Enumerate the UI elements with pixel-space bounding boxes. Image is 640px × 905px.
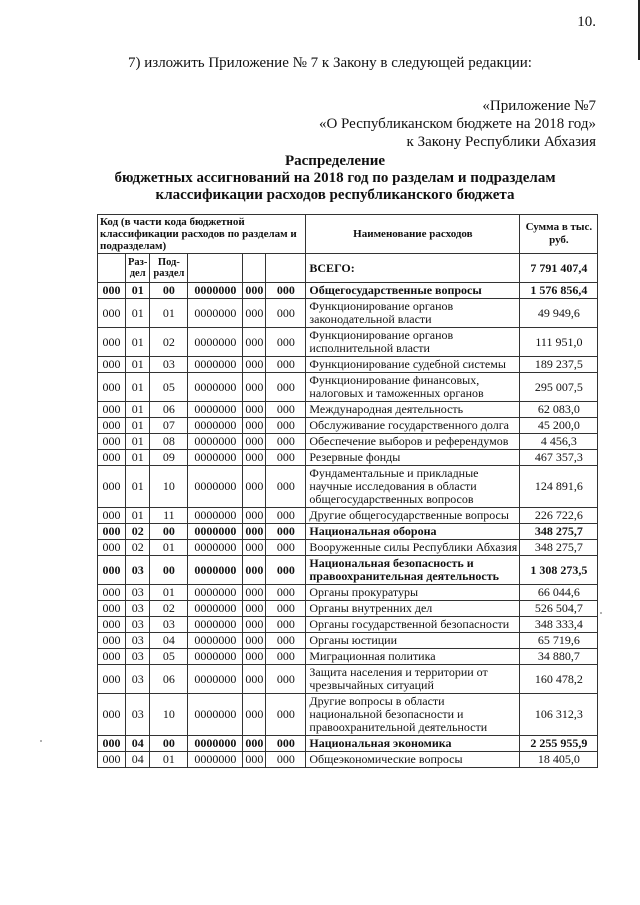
cell-c1: 000 xyxy=(98,373,126,402)
cell-name: Национальная экономика xyxy=(306,736,520,752)
cell-c2: 01 xyxy=(126,434,150,450)
cell-c6: 000 xyxy=(266,299,306,328)
cell-sum: 348 275,7 xyxy=(520,524,598,540)
cell-c2: 01 xyxy=(126,508,150,524)
cell-c2: 01 xyxy=(126,299,150,328)
cell-name: Международная деятельность xyxy=(306,402,520,418)
cell-c6: 000 xyxy=(266,752,306,768)
cell-c1: 000 xyxy=(98,508,126,524)
cell-c6: 000 xyxy=(266,418,306,434)
cell-c1: 000 xyxy=(98,694,126,736)
cell-c6: 000 xyxy=(266,601,306,617)
cell-c4: 0000000 xyxy=(188,633,243,649)
cell-c3: 03 xyxy=(150,357,188,373)
table-row xyxy=(98,373,598,402)
cell-c3: 10 xyxy=(150,694,188,736)
cell-c4: 0000000 xyxy=(188,357,243,373)
cell-sum: 160 478,2 xyxy=(520,665,598,694)
table-row xyxy=(98,540,598,556)
document-title xyxy=(0,153,640,204)
cell-c3: 00 xyxy=(150,736,188,752)
cell-name: Органы государственной безопасности xyxy=(306,617,520,633)
cell-c5: 000 xyxy=(243,617,266,633)
cell-c1: 000 xyxy=(98,283,126,299)
scan-speck xyxy=(600,612,602,614)
cell-c6: 000 xyxy=(266,736,306,752)
cell-c1: 000 xyxy=(98,633,126,649)
cell-c5: 000 xyxy=(243,418,266,434)
cell-c5: 000 xyxy=(243,752,266,768)
cell-c1: 000 xyxy=(98,357,126,373)
cell-name: Функционирование органов законодательной власти xyxy=(306,299,520,328)
cell-c3: 08 xyxy=(150,434,188,450)
cell-name: Органы прокуратуры xyxy=(306,585,520,601)
header-blank-6 xyxy=(266,254,306,283)
header-code-group: Код (в части кода бюджетной классификации расходов по разделам и подразделам) xyxy=(98,215,306,254)
cell-c2: 04 xyxy=(126,752,150,768)
cell-c2: 01 xyxy=(126,402,150,418)
cell-sum: 45 200,0 xyxy=(520,418,598,434)
cell-sum: 467 357,3 xyxy=(520,450,598,466)
cell-c6: 000 xyxy=(266,434,306,450)
cell-c4: 0000000 xyxy=(188,434,243,450)
cell-c3: 11 xyxy=(150,508,188,524)
page-number: 10. xyxy=(577,14,596,30)
cell-c1: 000 xyxy=(98,665,126,694)
cell-c6: 000 xyxy=(266,585,306,601)
cell-c5: 000 xyxy=(243,283,266,299)
cell-c4: 0000000 xyxy=(188,508,243,524)
cell-c4: 0000000 xyxy=(188,328,243,357)
cell-c5: 000 xyxy=(243,633,266,649)
cell-c4: 0000000 xyxy=(188,617,243,633)
cell-c6: 000 xyxy=(266,556,306,585)
cell-c1: 000 xyxy=(98,540,126,556)
cell-c1: 000 xyxy=(98,585,126,601)
cell-c3: 01 xyxy=(150,585,188,601)
cell-c2: 03 xyxy=(126,665,150,694)
cell-c1: 000 xyxy=(98,299,126,328)
cell-name: Национальная безопасность и правоохранительная деятельность xyxy=(306,556,520,585)
cell-c6: 000 xyxy=(266,373,306,402)
cell-c1: 000 xyxy=(98,434,126,450)
cell-c4: 0000000 xyxy=(188,601,243,617)
cell-c5: 000 xyxy=(243,466,266,508)
header-blank-1 xyxy=(98,254,126,283)
cell-name: Общеэкономические вопросы xyxy=(306,752,520,768)
cell-name: Вооруженные силы Республики Абхазия xyxy=(306,540,520,556)
table-row xyxy=(98,357,598,373)
cell-c3: 10 xyxy=(150,466,188,508)
cell-c6: 000 xyxy=(266,402,306,418)
cell-sum: 348 275,7 xyxy=(520,540,598,556)
cell-name: Общегосударственные вопросы xyxy=(306,283,520,299)
cell-sum: 49 949,6 xyxy=(520,299,598,328)
cell-c4: 0000000 xyxy=(188,299,243,328)
cell-sum: 4 456,3 xyxy=(520,434,598,450)
cell-c3: 05 xyxy=(150,373,188,402)
cell-c5: 000 xyxy=(243,585,266,601)
cell-c6: 000 xyxy=(266,540,306,556)
table-row xyxy=(98,283,598,299)
cell-c5: 000 xyxy=(243,508,266,524)
cell-c1: 000 xyxy=(98,328,126,357)
cell-c4: 0000000 xyxy=(188,418,243,434)
cell-c2: 04 xyxy=(126,736,150,752)
cell-c2: 03 xyxy=(126,556,150,585)
table-row xyxy=(98,402,598,418)
cell-c3: 01 xyxy=(150,752,188,768)
cell-c3: 09 xyxy=(150,450,188,466)
cell-c2: 03 xyxy=(126,649,150,665)
table-row xyxy=(98,299,598,328)
cell-name: Фундаментальные и прикладные научные исследования в области общегосударственных вопросов xyxy=(306,466,520,508)
cell-c4: 0000000 xyxy=(188,466,243,508)
cell-name: Функционирование судебной системы xyxy=(306,357,520,373)
cell-c3: 02 xyxy=(150,328,188,357)
cell-c5: 000 xyxy=(243,665,266,694)
cell-c1: 000 xyxy=(98,617,126,633)
cell-name: Резервные фонды xyxy=(306,450,520,466)
cell-c5: 000 xyxy=(243,299,266,328)
cell-c3: 06 xyxy=(150,665,188,694)
cell-c4: 0000000 xyxy=(188,665,243,694)
table-row xyxy=(98,418,598,434)
cell-c4: 0000000 xyxy=(188,694,243,736)
cell-c4: 0000000 xyxy=(188,450,243,466)
cell-c1: 000 xyxy=(98,601,126,617)
header-subsection: Под-раздел xyxy=(150,254,188,283)
cell-sum: 62 083,0 xyxy=(520,402,598,418)
appendix-line-3: к Закону Республики Абхазия xyxy=(406,134,596,150)
cell-name: Функционирование финансовых, налоговых и таможенных органов xyxy=(306,373,520,402)
cell-sum: 189 237,5 xyxy=(520,357,598,373)
table-row xyxy=(98,665,598,694)
title-line-2: бюджетных ассигнований на 2018 год по разделам и подразделам xyxy=(114,170,556,186)
cell-c4: 0000000 xyxy=(188,540,243,556)
table-row xyxy=(98,633,598,649)
cell-name: Обеспечение выборов и референдумов xyxy=(306,434,520,450)
cell-sum: 1 308 273,5 xyxy=(520,556,598,585)
cell-sum: 18 405,0 xyxy=(520,752,598,768)
cell-c5: 000 xyxy=(243,601,266,617)
title-line-1: Распределение xyxy=(284,153,386,169)
table-row xyxy=(98,752,598,768)
cell-c5: 000 xyxy=(243,450,266,466)
cell-c3: 01 xyxy=(150,299,188,328)
cell-c6: 000 xyxy=(266,328,306,357)
cell-c2: 03 xyxy=(126,694,150,736)
subheader-row xyxy=(98,254,598,283)
cell-sum: 34 880,7 xyxy=(520,649,598,665)
cell-c5: 000 xyxy=(243,328,266,357)
table-row xyxy=(98,508,598,524)
cell-c5: 000 xyxy=(243,540,266,556)
budget-table xyxy=(97,214,598,768)
table-row xyxy=(98,450,598,466)
cell-c1: 000 xyxy=(98,466,126,508)
cell-c4: 0000000 xyxy=(188,373,243,402)
cell-sum: 111 951,0 xyxy=(520,328,598,357)
header-row xyxy=(98,215,598,254)
cell-c2: 03 xyxy=(126,601,150,617)
cell-c3: 04 xyxy=(150,633,188,649)
cell-c4: 0000000 xyxy=(188,649,243,665)
cell-sum: 66 044,6 xyxy=(520,585,598,601)
intro-line: 7) изложить Приложение № 7 к Закону в следующей редакции: xyxy=(128,55,532,71)
cell-c2: 03 xyxy=(126,633,150,649)
cell-c1: 000 xyxy=(98,450,126,466)
cell-c3: 03 xyxy=(150,617,188,633)
cell-name: Органы внутренних дел xyxy=(306,601,520,617)
cell-sum: 226 722,6 xyxy=(520,508,598,524)
appendix-line-2: «О Республиканском бюджете на 2018 год» xyxy=(318,116,596,132)
cell-c6: 000 xyxy=(266,649,306,665)
cell-name: Обслуживание государственного долга xyxy=(306,418,520,434)
table-row xyxy=(98,601,598,617)
cell-c2: 01 xyxy=(126,466,150,508)
cell-c1: 000 xyxy=(98,556,126,585)
cell-c2: 01 xyxy=(126,450,150,466)
cell-c4: 0000000 xyxy=(188,402,243,418)
table-row xyxy=(98,585,598,601)
header-sum: Сумма в тыс. руб. xyxy=(520,215,598,254)
cell-c5: 000 xyxy=(243,556,266,585)
cell-name: Функционирование органов исполнительной власти xyxy=(306,328,520,357)
cell-c4: 0000000 xyxy=(188,556,243,585)
cell-c3: 06 xyxy=(150,402,188,418)
cell-c2: 01 xyxy=(126,373,150,402)
cell-c4: 0000000 xyxy=(188,736,243,752)
cell-sum: 1 576 856,4 xyxy=(520,283,598,299)
cell-c6: 000 xyxy=(266,524,306,540)
cell-c3: 02 xyxy=(150,601,188,617)
table-row xyxy=(98,328,598,357)
cell-c6: 000 xyxy=(266,450,306,466)
cell-c2: 03 xyxy=(126,585,150,601)
cell-c2: 01 xyxy=(126,328,150,357)
cell-c5: 000 xyxy=(243,434,266,450)
header-name: Наименование расходов xyxy=(306,215,520,254)
cell-c3: 05 xyxy=(150,649,188,665)
cell-c4: 0000000 xyxy=(188,752,243,768)
cell-c1: 000 xyxy=(98,649,126,665)
cell-name: Национальная оборона xyxy=(306,524,520,540)
cell-c6: 000 xyxy=(266,617,306,633)
cell-c6: 000 xyxy=(266,694,306,736)
cell-sum: 295 007,5 xyxy=(520,373,598,402)
cell-c6: 000 xyxy=(266,665,306,694)
cell-c6: 000 xyxy=(266,357,306,373)
cell-sum: 124 891,6 xyxy=(520,466,598,508)
cell-c5: 000 xyxy=(243,373,266,402)
table-row xyxy=(98,524,598,540)
cell-c1: 000 xyxy=(98,752,126,768)
cell-sum: 2 255 955,9 xyxy=(520,736,598,752)
header-blank-5 xyxy=(243,254,266,283)
table-row xyxy=(98,617,598,633)
cell-c3: 00 xyxy=(150,283,188,299)
cell-c1: 000 xyxy=(98,736,126,752)
cell-name: Органы юстиции xyxy=(306,633,520,649)
cell-c6: 000 xyxy=(266,466,306,508)
total-sum: 7 791 407,4 xyxy=(520,254,598,283)
cell-c6: 000 xyxy=(266,508,306,524)
cell-c2: 03 xyxy=(126,617,150,633)
cell-c5: 000 xyxy=(243,694,266,736)
cell-c3: 00 xyxy=(150,524,188,540)
table-row xyxy=(98,556,598,585)
total-label: ВСЕГО: xyxy=(306,254,520,283)
cell-c1: 000 xyxy=(98,402,126,418)
cell-c5: 000 xyxy=(243,736,266,752)
cell-name: Защита населения и территории от чрезвычайных ситуаций xyxy=(306,665,520,694)
header-section: Раз-дел xyxy=(126,254,150,283)
cell-c6: 000 xyxy=(266,283,306,299)
cell-c2: 01 xyxy=(126,357,150,373)
cell-c2: 01 xyxy=(126,283,150,299)
table-row xyxy=(98,694,598,736)
cell-name: Другие общегосударственные вопросы xyxy=(306,508,520,524)
cell-c4: 0000000 xyxy=(188,585,243,601)
cell-c3: 07 xyxy=(150,418,188,434)
cell-c5: 000 xyxy=(243,402,266,418)
cell-c5: 000 xyxy=(243,649,266,665)
appendix-reference xyxy=(319,97,596,151)
table-row xyxy=(98,434,598,450)
title-line-3: классификации расходов республиканского бюджета xyxy=(155,187,515,203)
cell-sum: 348 333,4 xyxy=(520,617,598,633)
appendix-line-1: «Приложение №7 xyxy=(482,98,596,114)
cell-c3: 00 xyxy=(150,556,188,585)
scan-speck xyxy=(40,740,42,742)
table-row xyxy=(98,736,598,752)
cell-c6: 000 xyxy=(266,633,306,649)
cell-c3: 01 xyxy=(150,540,188,556)
cell-c2: 02 xyxy=(126,540,150,556)
cell-c4: 0000000 xyxy=(188,283,243,299)
cell-c5: 000 xyxy=(243,524,266,540)
cell-c4: 0000000 xyxy=(188,524,243,540)
header-blank-4 xyxy=(188,254,243,283)
cell-sum: 106 312,3 xyxy=(520,694,598,736)
cell-c5: 000 xyxy=(243,357,266,373)
table-row xyxy=(98,466,598,508)
table-row xyxy=(98,649,598,665)
cell-sum: 526 504,7 xyxy=(520,601,598,617)
cell-c2: 01 xyxy=(126,418,150,434)
cell-c1: 000 xyxy=(98,418,126,434)
cell-sum: 65 719,6 xyxy=(520,633,598,649)
cell-name: Другие вопросы в области национальной безопасности и правоохранительной деятельности xyxy=(306,694,520,736)
cell-c1: 000 xyxy=(98,524,126,540)
cell-name: Миграционная политика xyxy=(306,649,520,665)
cell-c2: 02 xyxy=(126,524,150,540)
